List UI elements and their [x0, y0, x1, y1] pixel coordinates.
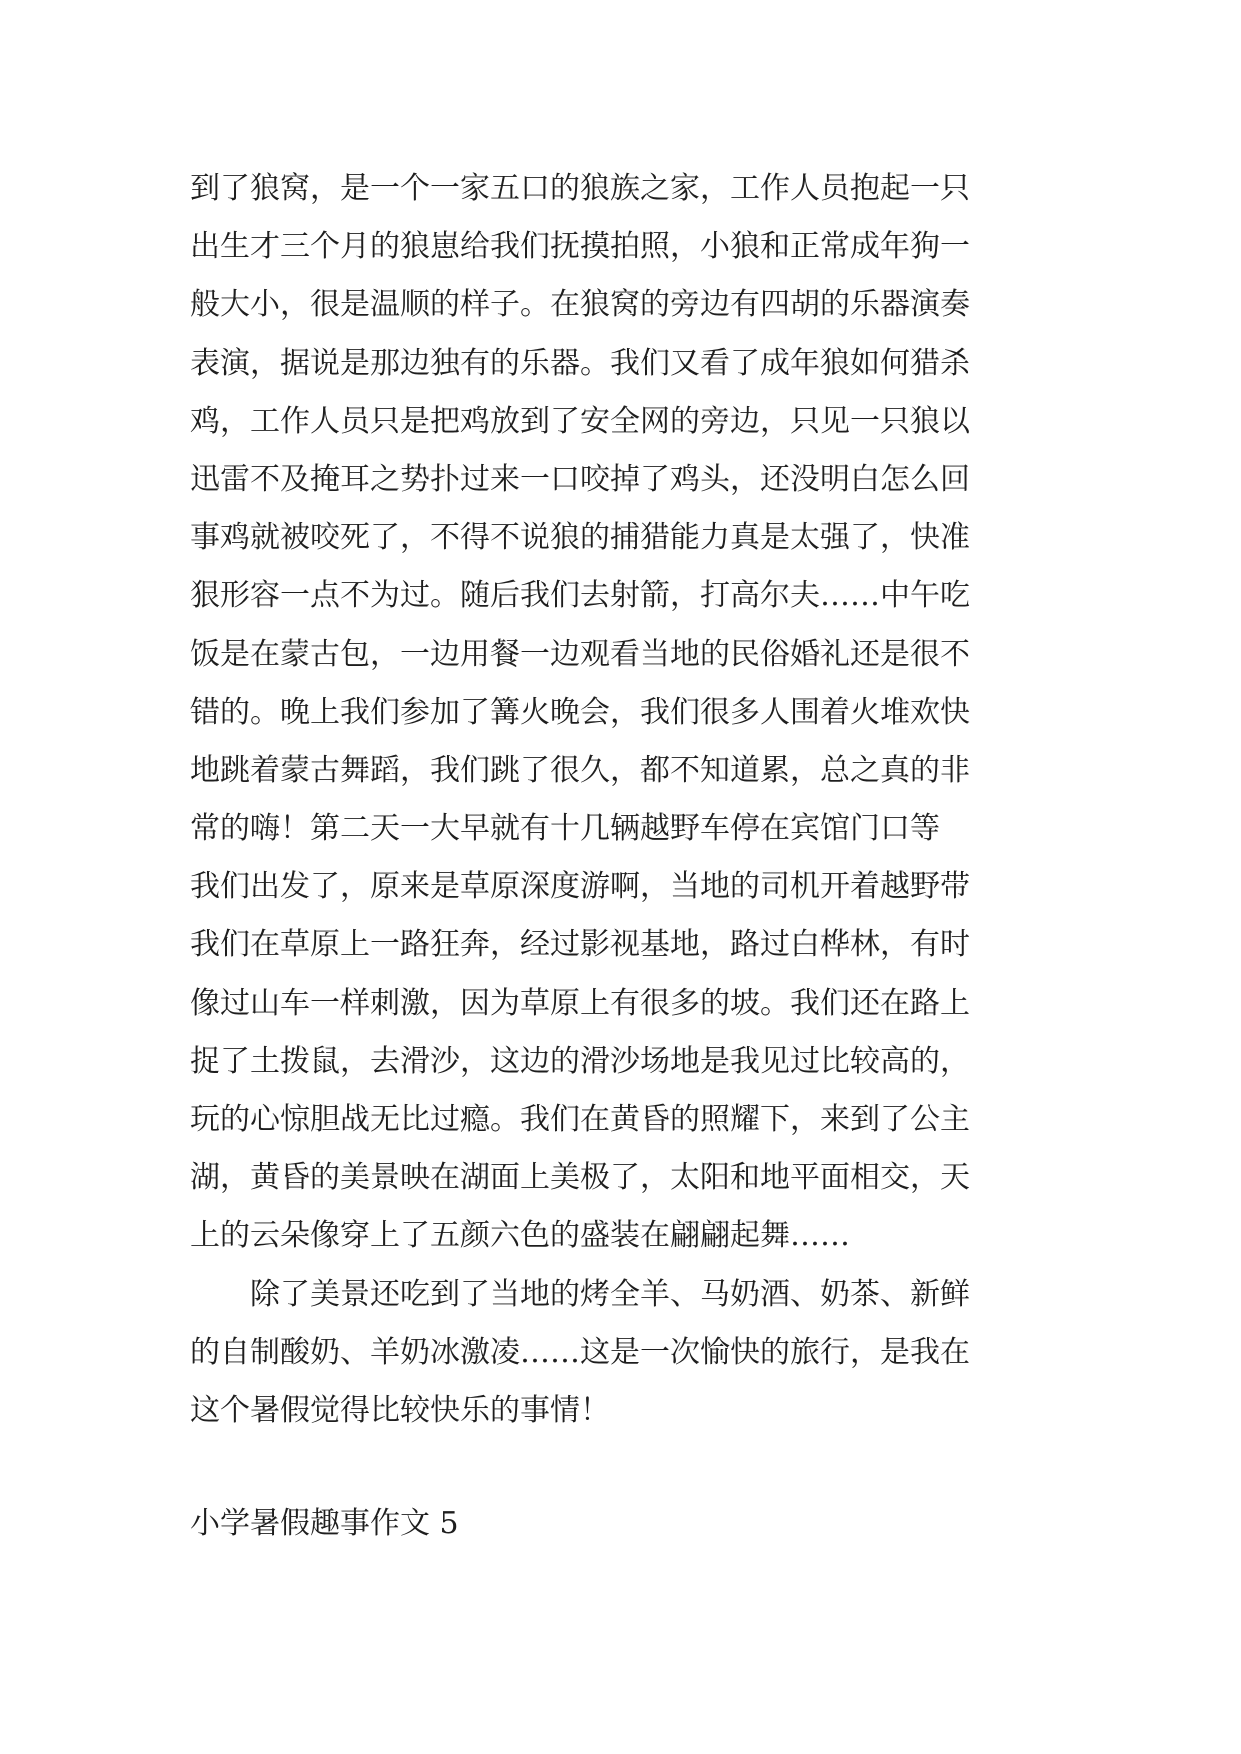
text-line: 般大小，很是温顺的样子。在狼窝的旁边有四胡的乐器演奏 [190, 287, 970, 323]
paragraph-2 [190, 1266, 1070, 1441]
text-line: 像过山车一样刺激，因为草原上有很多的坡。我们还在路上 [190, 985, 970, 1021]
text-line: 到了狼窝，是一个一家五口的狼族之家，工作人员抱起一只 [190, 171, 970, 206]
text-line: 我们出发了，原来是草原深度游啊，当地的司机开着越野带 [190, 869, 970, 905]
text-line: 事鸡就被咬死了，不得不说狼的捕猎能力真是太强了，快准 [190, 520, 970, 556]
essay-body [190, 160, 1070, 1440]
text-line: 鸡，工作人员只是把鸡放到了安全网的旁边，只见一只狼以 [190, 403, 970, 439]
text-line: 玩的心惊胆战无比过瘾。我们在黄昏的照耀下，来到了公主 [190, 1102, 970, 1137]
text-line: 常的嗨！第二天一大早就有十几辆越野车停在宾馆门口等 [190, 811, 940, 847]
text-line: 捉了土拨鼠，去滑沙，这边的滑沙场地是我见过比较高的， [190, 1043, 970, 1079]
text-line: 地跳着蒙古舞蹈，我们跳了很久，都不知道累，总之真的非 [190, 752, 970, 788]
text-line: 饭是在蒙古包，一边用餐一边观看当地的民俗婚礼还是很不 [190, 636, 970, 672]
text-line: 错的。晚上我们参加了篝火晚会，我们很多人围着火堆欢快 [190, 694, 970, 730]
text-line: 除了美景还吃到了当地的烤全羊、马奶酒、奶茶、新鲜 [250, 1276, 970, 1312]
text-line: 表演，据说是那边独有的乐器。我们又看了成年狼如何猎杀 [190, 345, 970, 381]
text-line: 迅雷不及掩耳之势扑过来一口咬掉了鸡头，还没明白怎么回 [190, 461, 970, 497]
section-title: 小学暑假趣事作文 5 [190, 1506, 459, 1541]
paragraph-1 [190, 160, 1070, 1266]
text-line: 上的云朵像穿上了五颜六色的盛装在翩翩起舞…… [190, 1218, 850, 1254]
text-line: 这个暑假觉得比较快乐的事情！ [190, 1392, 610, 1428]
text-line: 的自制酸奶、羊奶冰激凌……这是一次愉快的旅行，是我在 [190, 1334, 970, 1370]
text-line: 我们在草原上一路狂奔，经过影视基地，路过白桦林，有时 [190, 927, 970, 963]
text-line: 湖，黄昏的美景映在湖面上美极了，太阳和地平面相交，天 [190, 1160, 970, 1196]
text-line: 狠形容一点不为过。随后我们去射箭，打高尔夫……中午吃 [190, 578, 970, 614]
text-line: 出生才三个月的狼崽给我们抚摸拍照，小狼和正常成年狗一 [190, 229, 970, 265]
